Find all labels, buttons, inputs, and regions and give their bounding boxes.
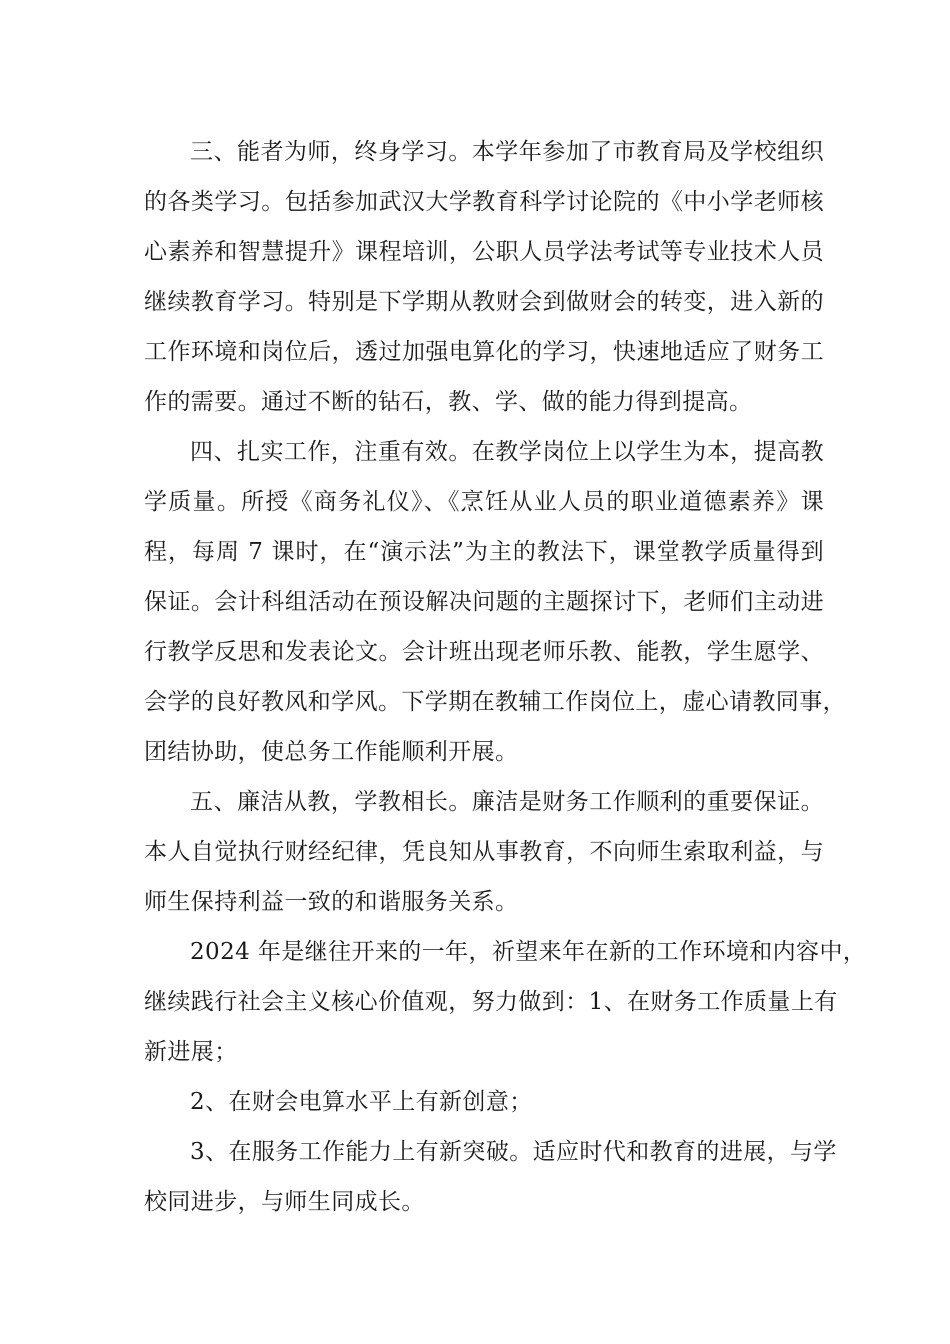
- paragraph-3-line-6: 作的需要。通过不断的钻石，教、学、做的能力得到提高。: [144, 389, 753, 415]
- paragraph-3-line-5: 工作环境和岗位后，透过加强电算化的学习，快速地适应了财务工: [144, 339, 824, 365]
- paragraph-3-line-3: 心素养和智慧提升》课程培训，公职人员学法考试等专业技术人员: [144, 239, 824, 265]
- paragraph-8-line-1: 3、在服务工作能力上有新突破。适应时代和教育的进展，与学: [190, 1139, 837, 1165]
- paragraph-5-line-2: 本人自觉执行财经纪律，凭良知从事教育，不向师生索取利益，与: [144, 839, 824, 865]
- paragraph-4-line-4: 保证。会计科组活动在预设解决问题的主题探讨下，老师们主动进: [144, 589, 824, 615]
- paragraph-5-line-1: 五、廉洁从教，学教相长。廉洁是财务工作顺利的重要保证。: [190, 789, 824, 815]
- paragraph-4-line-3: 程，每周 7 课时，在“演示法”为主的教法下，课堂教学质量得到: [144, 539, 824, 565]
- paragraph-3-line-1: 三、能者为师，终身学习。本学年参加了市教育局及学校组织: [190, 139, 824, 165]
- paragraph-5-line-3: 师生保持利益一致的和谐服务关系。: [144, 889, 519, 915]
- paragraph-6-line-1: 2024 年是继往开来的一年，祈望来年在新的工作环境和内容中，: [190, 939, 867, 965]
- paragraph-4-line-2: 学质量。所授《商务礼仪》、《烹饪从业人员的职业道德素养》课: [144, 489, 824, 515]
- paragraph-3-line-4: 继续教育学习。特别是下学期从教财会到做财会的转变，进入新的: [144, 289, 824, 315]
- paragraph-4-line-1: 四、扎实工作，注重有效。在教学岗位上以学生为本，提高教: [190, 439, 824, 465]
- paragraph-4-line-7: 团结协助，使总务工作能顺利开展。: [144, 739, 519, 765]
- paragraph-6-line-2: 继续践行社会主义核心价值观，努力做到：1、在财务工作质量上有: [144, 989, 838, 1015]
- paragraph-3-line-2: 的各类学习。包括参加武汉大学教育科学讨论院的《中小学老师核: [144, 189, 824, 215]
- paragraph-6-line-3: 新进展；: [144, 1039, 238, 1065]
- paragraph-4-line-6: 会学的良好教风和学风。下学期在教辅工作岗位上，虚心请教同事，: [144, 689, 846, 715]
- paragraph-4-line-5: 行教学反思和发表论文。会计班出现老师乐教、能教，学生愿学、: [144, 639, 824, 665]
- paragraph-7-line-1: 2、在财会电算水平上有新创意；: [190, 1089, 533, 1115]
- paragraph-8-line-2: 校同进步，与师生同成长。: [144, 1189, 425, 1215]
